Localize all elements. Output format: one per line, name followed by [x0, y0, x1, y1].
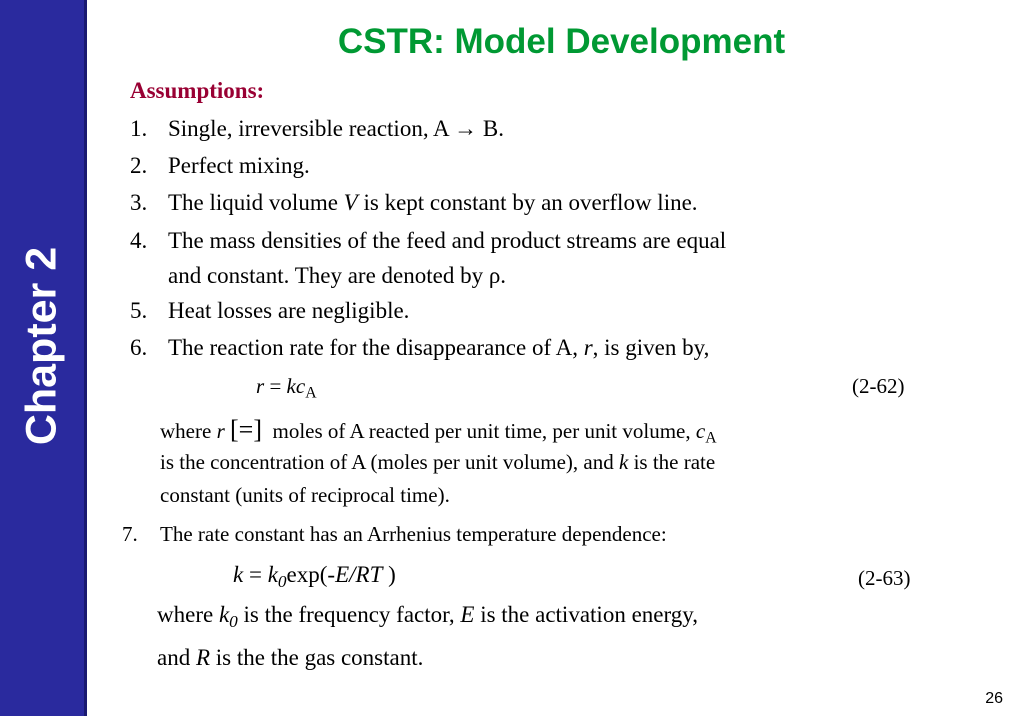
equation-label-2-63: (2-63) [858, 566, 911, 590]
slide-title: CSTR: Model Development [337, 22, 786, 61]
equation-2-62: $r = kc_A$ [256, 374, 317, 402]
item-number: 6. [130, 335, 148, 360]
assumptions-heading: Assumptions: [130, 78, 265, 103]
chapter-label: Chapter 2 [17, 246, 66, 446]
item-number: 2. [130, 153, 148, 178]
page-number: 26 [985, 690, 1003, 707]
sidebar [0, 0, 84, 716]
equation-2-63: $k = k_0\exp(-E/RT$ ) [233, 562, 396, 592]
item-text: The rate constant has an Arrhenius temperature dependence: [160, 522, 667, 546]
item-text-line2: and constant. They are denoted by ρ. [168, 263, 507, 288]
item-text: Heat losses are negligible. [168, 298, 410, 323]
sidebar-edge [84, 0, 87, 716]
item-text: Single, irreversible reaction, A → B. [168, 116, 504, 141]
where-262-line3: constant (units of reciprocal time). [160, 483, 450, 507]
item-number: 1. [130, 116, 148, 141]
where-262-line1: where r [=] moles of A reacted per unit time, per unit volume, $c_A$ [160, 415, 717, 447]
item-text: Perfect mixing. [168, 153, 310, 178]
equation-label-2-62: (2-62) [852, 374, 905, 398]
item-number: 7. [122, 522, 138, 546]
where-263-line2: and R is the the gas constant. [157, 645, 424, 670]
where-262-line2: is the concentration of A (moles per unit volume), and k is the rate [160, 450, 716, 474]
item-number: 3. [130, 190, 148, 215]
item-number: 4. [130, 228, 148, 253]
where-263-line1: where $k_0$ is the frequency factor, E is the activation energy, [157, 602, 698, 632]
item-number: 5. [130, 298, 148, 323]
item-text-line1: The mass densities of the feed and product streams are equal [168, 228, 727, 253]
item-text: The reaction rate for the disappearance of A, r, is given by, [168, 335, 710, 360]
item-text: The liquid volume V is kept constant by an overflow line. [168, 190, 698, 215]
